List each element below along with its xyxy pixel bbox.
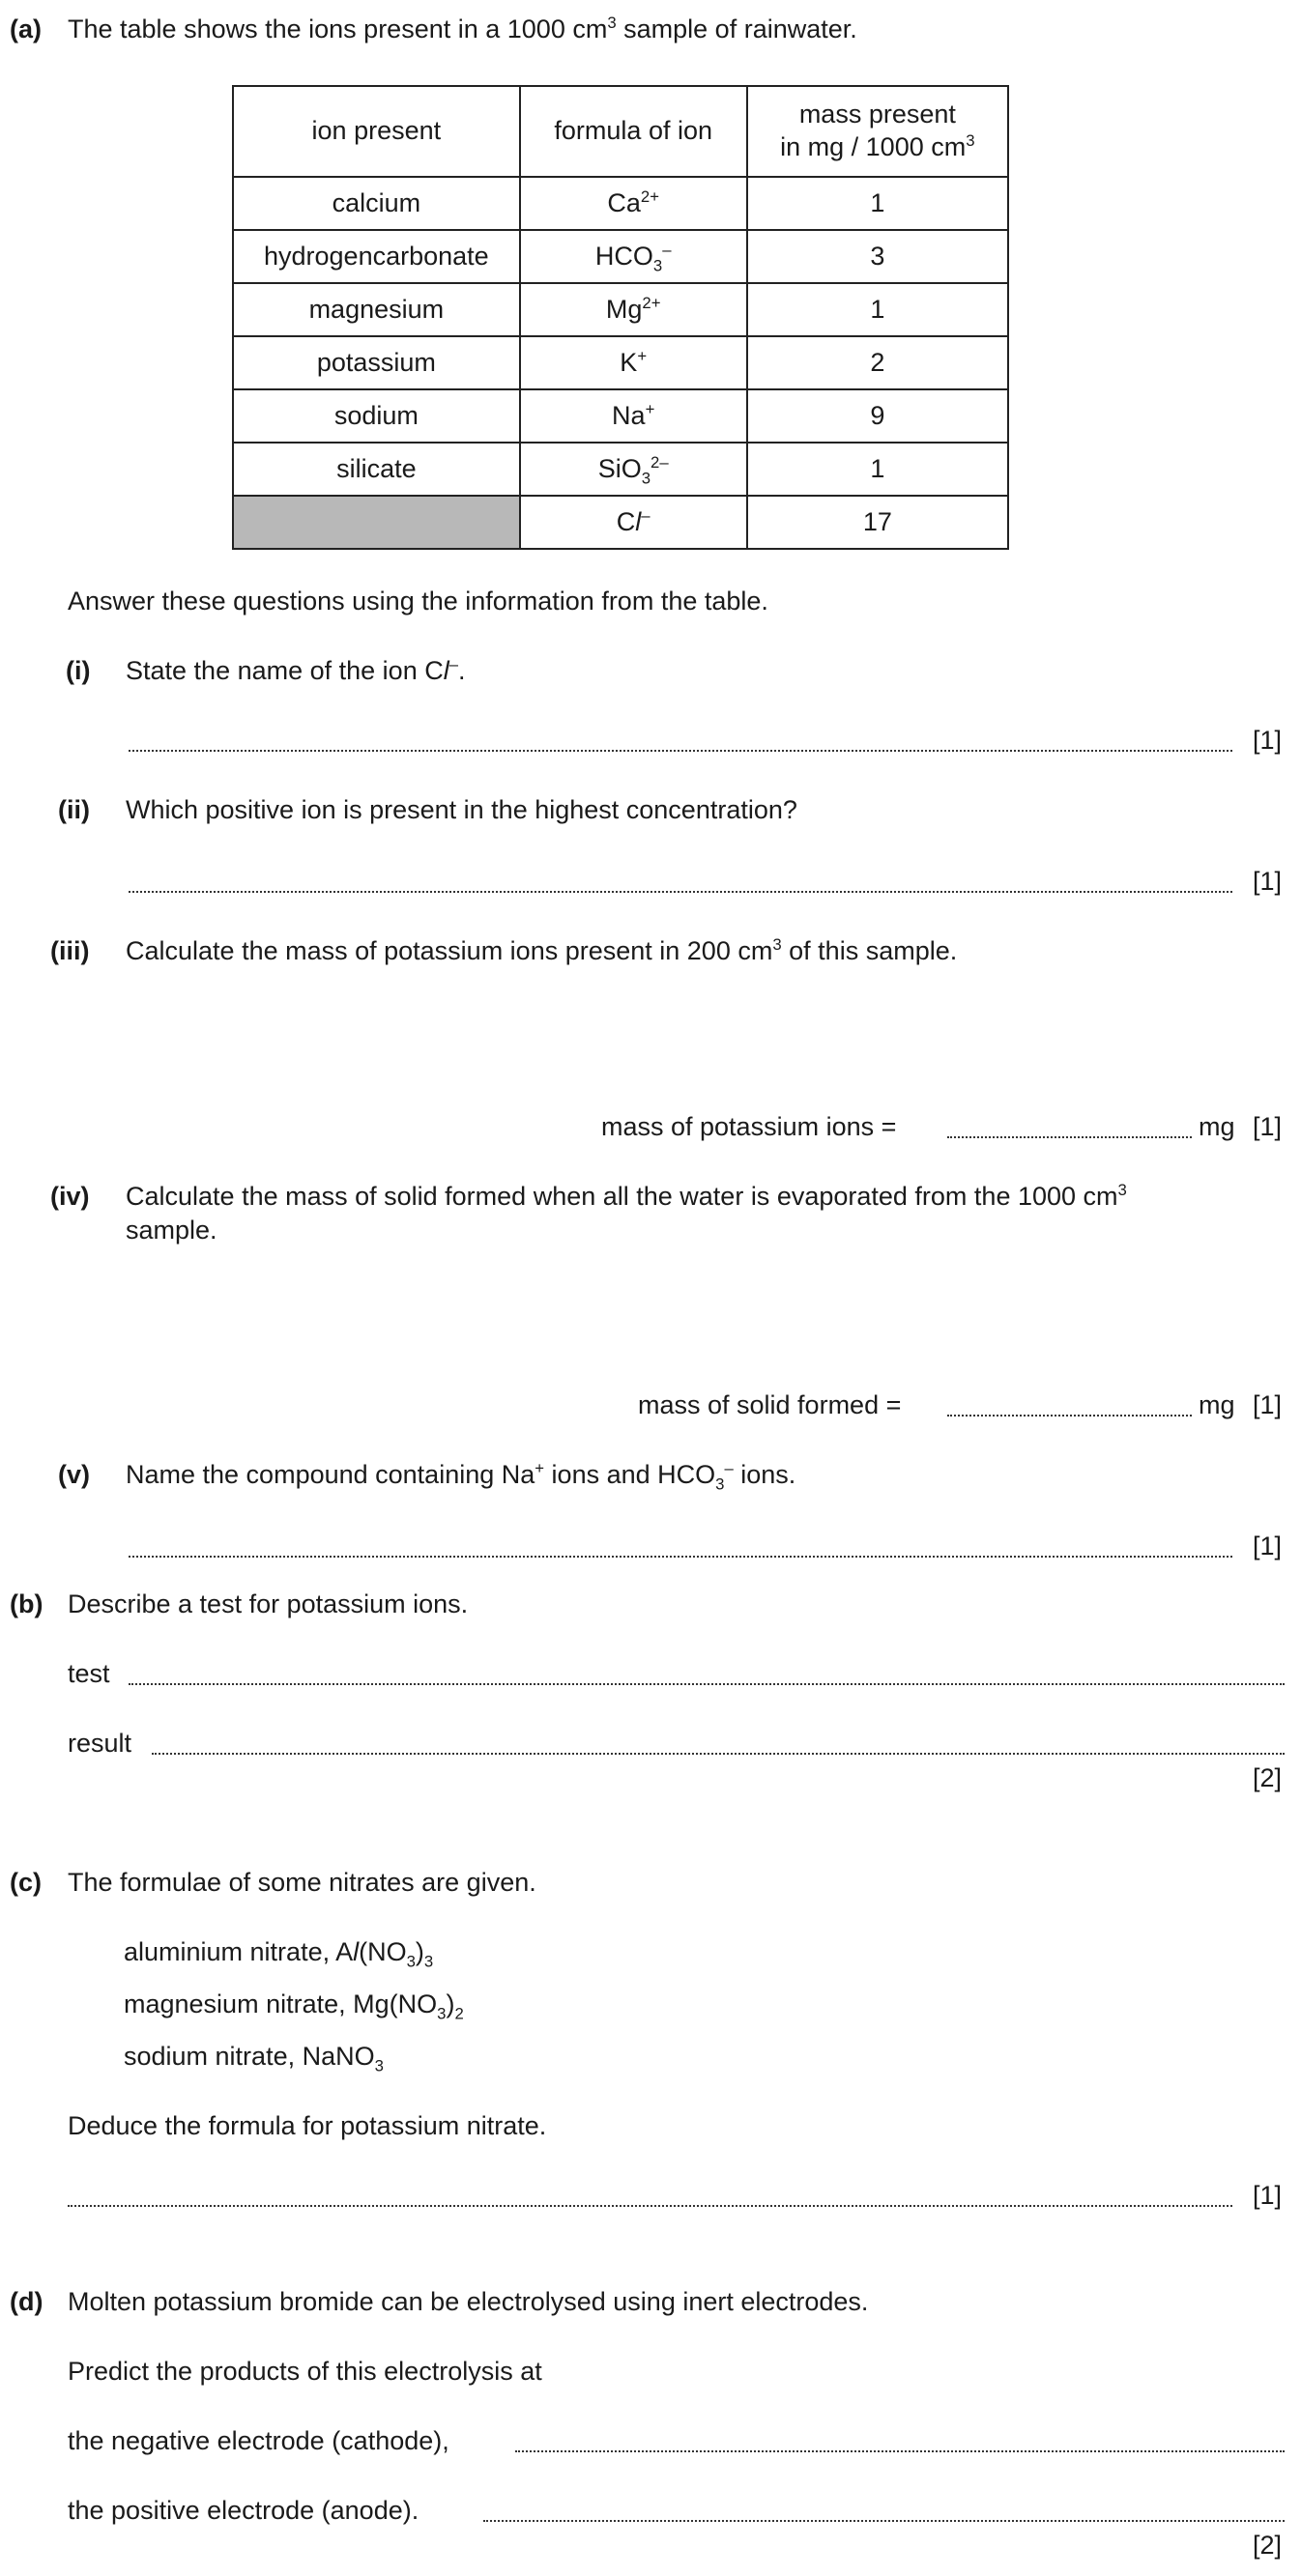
q-iii-answer-label: mass of potassium ions = — [601, 1112, 897, 1141]
ion-mass: 3 — [747, 230, 1008, 283]
q-i-mark: [1] — [1253, 726, 1283, 755]
q-v-mark: [1] — [1253, 1531, 1283, 1560]
table-row — [233, 283, 1008, 336]
predict-text: Predict the products of this electrolysis at — [68, 2357, 542, 2386]
ion-mass: 1 — [747, 443, 1008, 496]
positive-electrode-answer-line[interactable] — [483, 2520, 1285, 2522]
part-c-mark: [1] — [1253, 2181, 1283, 2210]
q-iii-answer-line[interactable] — [947, 1136, 1192, 1138]
ion-formula: K+ — [520, 336, 747, 389]
ion-mass: 9 — [747, 389, 1008, 443]
part-a-label: (a) — [10, 14, 42, 43]
q-iii-text: Calculate the mass of potassium ions present in 200 $cm^3$ of this sample. — [126, 935, 958, 965]
deduce-text: Deduce the formula for potassium nitrate. — [68, 2111, 547, 2140]
table-header-row — [233, 86, 1008, 177]
ion-formula: Cl– — [520, 496, 747, 549]
nitrate-sodium: sodium nitrate, NaNO$_3$ — [124, 2042, 384, 2075]
table-row — [233, 496, 1008, 549]
ions-table — [232, 85, 1009, 550]
q-ii-mark: [1] — [1253, 867, 1283, 896]
test-answer-line[interactable] — [129, 1683, 1285, 1685]
table-row — [233, 389, 1008, 443]
part-b-text: Describe a test for potassium ions. — [68, 1589, 469, 1618]
part-b-label: (b) — [10, 1589, 43, 1618]
ion-name: silicate — [233, 443, 520, 496]
ion-formula: $HCO_3^-$ — [520, 230, 747, 283]
part-d-text: Molten potassium bromide can be electrolysed using inert electrodes. — [68, 2287, 869, 2316]
q-v-text: Name the compound containing Na+ ions and $HCO_3^-$ ions. — [126, 1459, 796, 1494]
ion-formula: $Mg^{2+}$ — [520, 283, 747, 336]
test-label: test — [68, 1659, 110, 1688]
q-iv-answer-label: mass of solid formed = — [638, 1390, 902, 1419]
q-i-answer-line[interactable] — [129, 750, 1232, 752]
q-ii-text: Which positive ion is present in the highest concentration? — [126, 795, 797, 824]
table-row — [233, 443, 1008, 496]
instruction-text: Answer these questions using the information from the table. — [68, 587, 768, 615]
ion-mass: 1 — [747, 283, 1008, 336]
q-iv-label: (iv) — [50, 1182, 90, 1211]
positive-electrode-label: the positive electrode (anode). — [68, 2496, 419, 2525]
result-label: result — [68, 1729, 132, 1758]
ion-name: potassium — [233, 336, 520, 389]
q-iv-mark: [1] — [1253, 1390, 1283, 1419]
ion-mass: 2 — [747, 336, 1008, 389]
ion-formula: $Ca^{2+}$ — [520, 177, 747, 230]
q-i-text: State the name of the ion Cl–. — [126, 655, 466, 685]
q-iv-text: Calculate the mass of solid formed when all the water is evaporated from the 1000 $cm^3$ — [126, 1181, 1127, 1211]
q-iv-unit: mg — [1199, 1390, 1235, 1419]
q-iii-unit: mg — [1199, 1112, 1235, 1141]
table-row — [233, 230, 1008, 283]
part-c-answer-line[interactable] — [68, 2205, 1232, 2207]
q-iv-answer-line[interactable] — [947, 1415, 1192, 1417]
part-d-label: (d) — [10, 2287, 43, 2316]
part-d-mark: [2] — [1253, 2531, 1283, 2560]
q-v-label: (v) — [58, 1460, 90, 1489]
part-b-mark: [2] — [1253, 1763, 1283, 1792]
header-formula: formula of ion — [520, 86, 747, 177]
ion-formula: SiO$_3^{2-}$ — [520, 443, 747, 496]
q-iv-text-line2: sample. — [126, 1216, 217, 1245]
ion-name: calcium — [233, 177, 520, 230]
q-ii-label: (ii) — [58, 795, 90, 824]
negative-electrode-answer-line[interactable] — [515, 2450, 1285, 2452]
nitrate-aluminium: aluminium nitrate, $Al(NO_3)_3$ — [124, 1937, 434, 1971]
header-ion-present: ion present — [233, 86, 520, 177]
result-answer-line[interactable] — [152, 1753, 1285, 1755]
part-c-text: The formulae of some nitrates are given. — [68, 1868, 536, 1897]
ion-formula: Na+ — [520, 389, 747, 443]
ion-name: hydrogencarbonate — [233, 230, 520, 283]
ion-mass: 1 — [747, 177, 1008, 230]
q-ii-answer-line[interactable] — [129, 891, 1232, 893]
header-mass: mass present in mg / 1000 $cm^3$ — [747, 86, 1008, 177]
part-c-label: (c) — [10, 1868, 42, 1897]
q-i-label: (i) — [66, 656, 91, 685]
q-iii-label: (iii) — [50, 936, 90, 965]
negative-electrode-label: the negative electrode (cathode), — [68, 2426, 449, 2455]
ion-name: magnesium — [233, 283, 520, 336]
table-row — [233, 336, 1008, 389]
table-row — [233, 177, 1008, 230]
q-iii-mark: [1] — [1253, 1112, 1283, 1141]
part-a-intro: The table shows the ions present in a 1000 $cm^3$ sample of rainwater. — [68, 14, 857, 43]
ion-name-shaded — [233, 496, 520, 549]
nitrate-magnesium: magnesium nitrate, $Mg(NO_3)_2$ — [124, 1989, 464, 2023]
ion-mass: 17 — [747, 496, 1008, 549]
q-v-answer-line[interactable] — [129, 1556, 1232, 1558]
ion-name: sodium — [233, 389, 520, 443]
